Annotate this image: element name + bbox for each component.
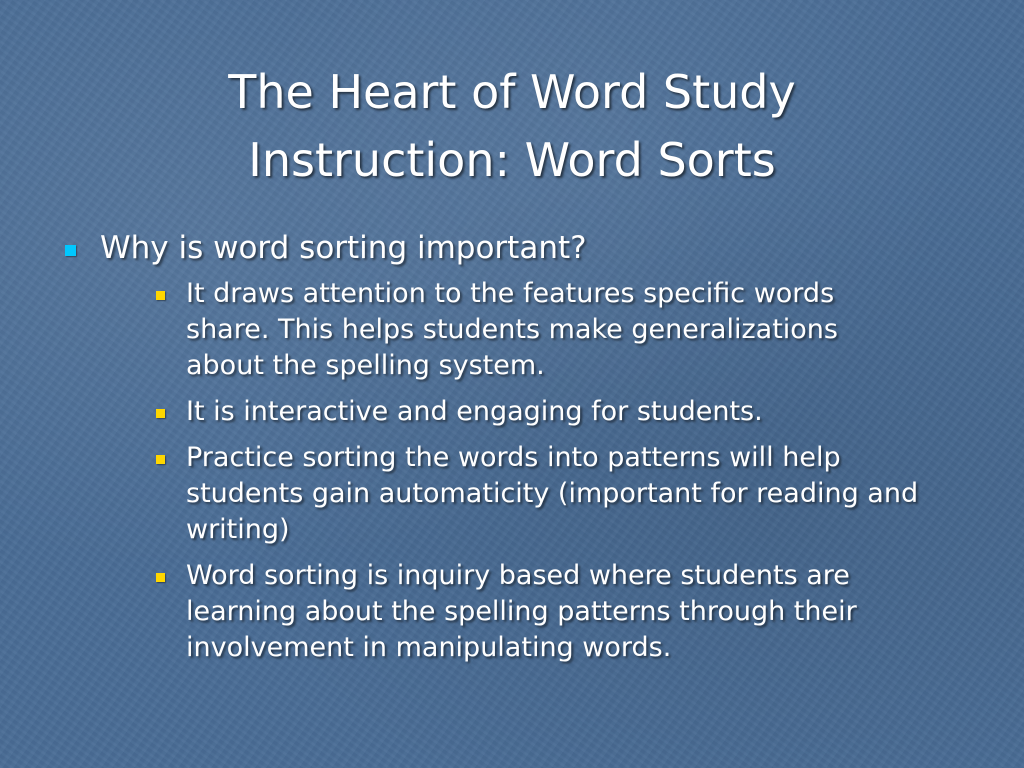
sub-bullet-line: learning about the spelling patterns through their [186, 596, 857, 627]
title-line: The Heart of Word Study [228, 65, 796, 119]
sub-bullet-line: involvement in manipulating words. [186, 632, 672, 663]
sub-bullet-line: students gain automaticity (important for reading and [186, 478, 919, 509]
sub-bullet-line: about the spelling system. [186, 350, 545, 381]
title-line: Instruction: Word Sorts [248, 133, 776, 187]
sub-bullet-item [100, 558, 970, 666]
square-bullet-icon [156, 409, 165, 418]
sub-bullet-line: Word sorting is inquiry based where students are [186, 560, 850, 591]
square-bullet-icon [65, 245, 76, 256]
sub-bullet-line: It is interactive and engaging for students. [186, 396, 763, 427]
sub-bullet-item [100, 440, 970, 548]
sub-bullet-item [100, 276, 970, 384]
sub-bullet-line: Practice sorting the words into patterns will help [186, 442, 841, 473]
square-bullet-icon [156, 291, 165, 300]
bullet-list [60, 226, 970, 676]
sub-bullet-line: writing) [186, 514, 290, 545]
bullet-item-level1 [60, 226, 970, 666]
bullet-text: Why is word sorting important? [100, 230, 587, 266]
sub-bullet-item [100, 394, 970, 430]
sub-bullet-line: share. This helps students make generalizations [186, 314, 838, 345]
sub-bullet-list [100, 276, 970, 666]
slide-title [100, 58, 924, 194]
square-bullet-icon [156, 455, 165, 464]
sub-bullet-line: It draws attention to the features specific words [186, 278, 835, 309]
square-bullet-icon [156, 573, 165, 582]
